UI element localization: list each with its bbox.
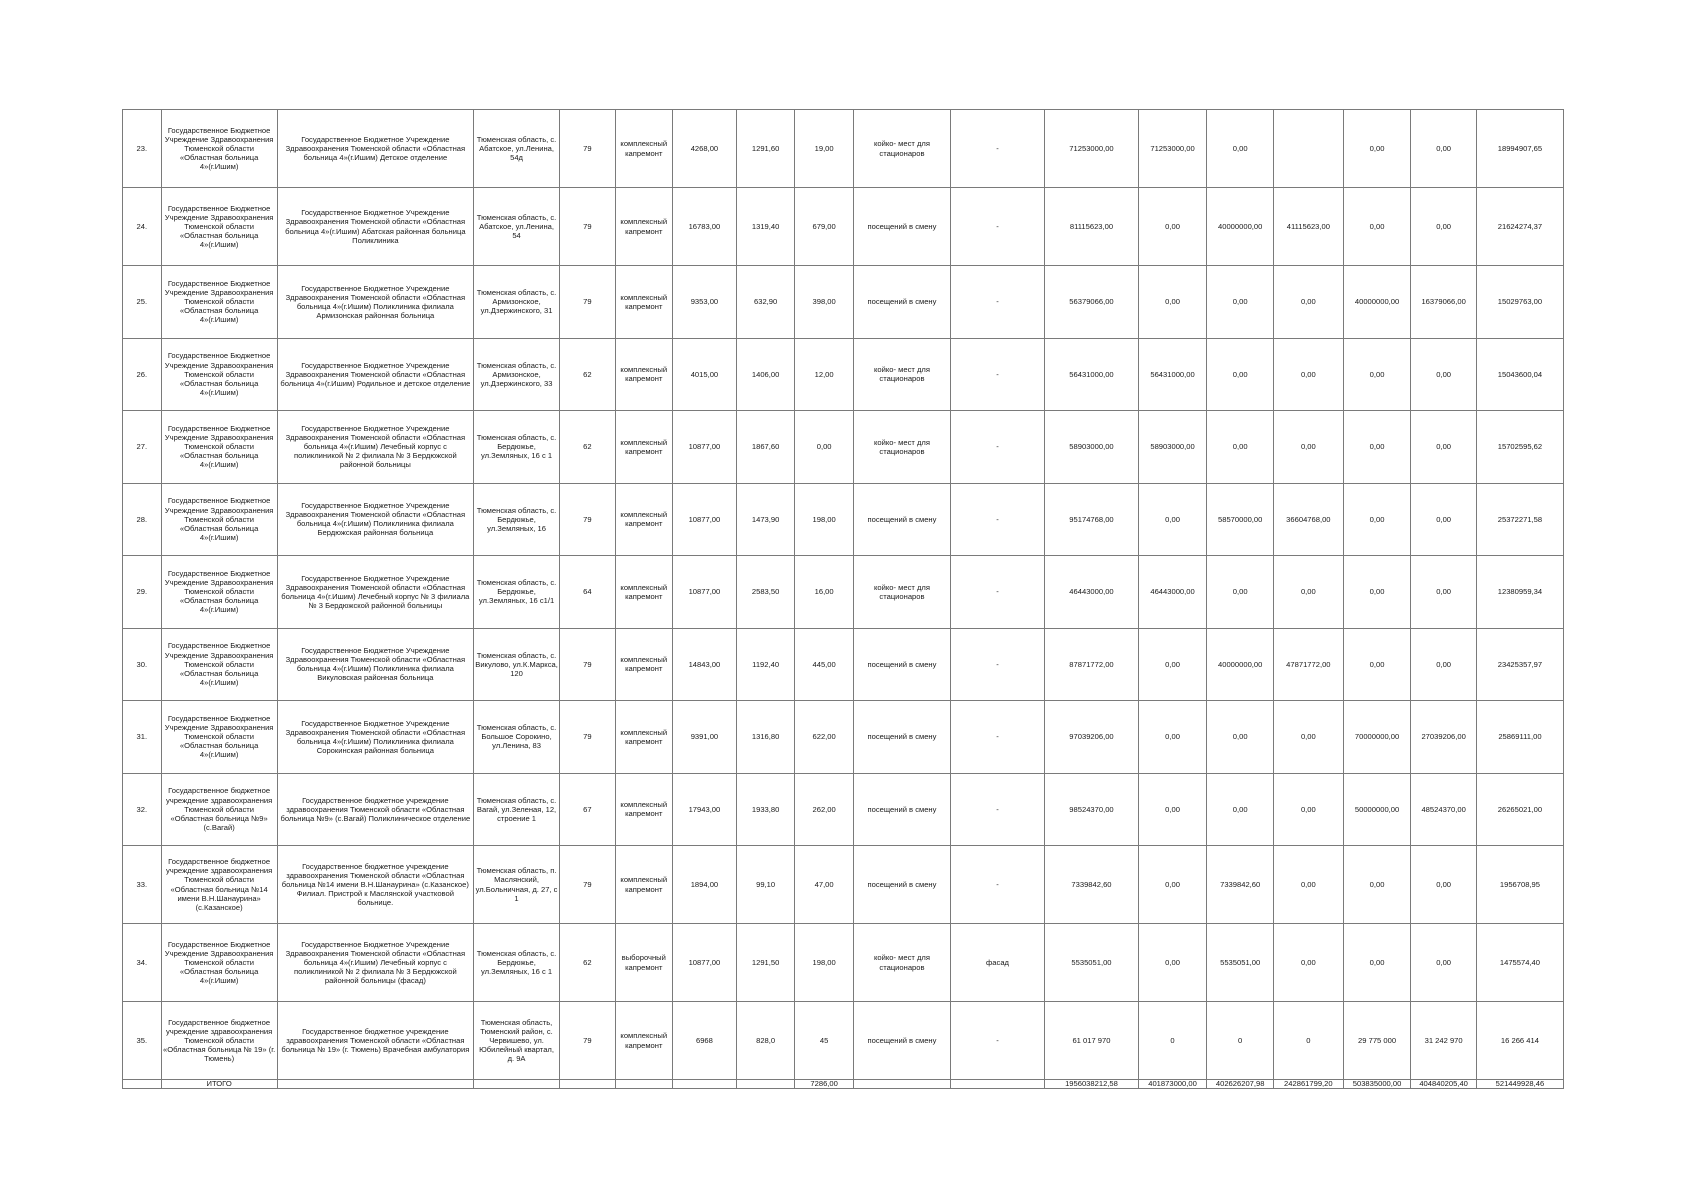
cost-per-unit-cell: 1956708,95 [1476,846,1563,924]
capacity-unit-cell: посещений в смену [854,846,951,924]
capacity-value-cell: 262,00 [795,773,854,846]
cost-per-unit-cell: 16 266 414 [1476,1002,1563,1080]
totals-cost-year-2: 402626207,98 [1207,1080,1274,1089]
repair-area-cell: 1933,80 [737,773,795,846]
institution-name-cell: Государственное Бюджетное Учреждение Здравоохранения Тюменской области «Областная больница 4»(г.Ишим) [161,483,277,556]
cost-year-4-cell: 0,00 [1343,411,1411,484]
wear-percent-cell: 79 [559,483,615,556]
repair-area-cell: 1473,90 [737,483,795,556]
cost-year-4-cell: 40000000,00 [1343,266,1411,339]
object-name-cell: Государственное Бюджетное Учреждение Здравоохранения Тюменской области «Областная больница 4»(г.Ишим) Лечебный корпус № 3 филиала № 3 Бердюжской районной больницы [277,556,474,629]
institution-name-cell: Государственное Бюджетное Учреждение Здравоохранения Тюменской области «Областная больница 4»(г.Ишим) [161,628,277,701]
cost-year-1-cell: 71253000,00 [1138,110,1207,188]
totals-cost-year-5: 404840205,40 [1411,1080,1477,1089]
repair-element-cell: - [950,266,1044,339]
cost-year-5-cell: 0,00 [1411,924,1477,1002]
cost-year-2-cell: 0,00 [1207,701,1274,774]
work-type-cell: комплексный капремонт [615,411,672,484]
cost-year-3-cell: 41115623,00 [1273,188,1343,266]
total-area-cell: 10877,00 [672,411,736,484]
wear-percent-cell: 64 [559,556,615,629]
work-type-cell: комплексный капремонт [615,1002,672,1080]
table-row [123,846,1564,924]
table-row [123,924,1564,1002]
cost-per-unit-cell: 23425357,97 [1476,628,1563,701]
row-number-cell: 29. [123,556,162,629]
cost-year-4-cell: 0,00 [1343,338,1411,411]
object-address-cell: Тюменская область, с. Абатское, ул.Ленина, 54д [474,110,560,188]
repair-element-cell: - [950,1002,1044,1080]
cost-per-unit-cell: 21624274,37 [1476,188,1563,266]
object-name-cell: Государственное Бюджетное Учреждение Здравоохранения Тюменской области «Областная больница 4»(г.Ишим) Поликлиника филиала Сорокинская районная больница [277,701,474,774]
wear-percent-cell: 79 [559,846,615,924]
cost-year-2-cell: 40000000,00 [1207,188,1274,266]
repair-area-cell: 2583,50 [737,556,795,629]
row-number-cell: 24. [123,188,162,266]
table-row [123,773,1564,846]
work-type-cell: комплексный капремонт [615,773,672,846]
cost-year-2-cell: 0,00 [1207,556,1274,629]
object-name-cell: Государственное Бюджетное Учреждение Здравоохранения Тюменской области «Областная больница 4»(г.Ишим) Детское отделение [277,110,474,188]
capacity-value-cell: 679,00 [795,188,854,266]
object-address-cell: Тюменская область, с. Викулово, ул.К.Маркса, 120 [474,628,560,701]
capacity-unit-cell: посещений в смену [854,628,951,701]
row-number-cell: 31. [123,701,162,774]
totals-empty-cell [737,1080,795,1089]
capacity-unit-cell: посещений в смену [854,266,951,339]
work-type-cell: выборочный капремонт [615,924,672,1002]
total-cost-cell: 7339842,60 [1045,846,1138,924]
total-area-cell: 4015,00 [672,338,736,411]
object-address-cell: Тюменская область, с. Армизонское, ул.Дзержинского, 33 [474,338,560,411]
cost-year-3-cell: 36604768,00 [1273,483,1343,556]
capacity-unit-cell: койко- мест для стационаров [854,411,951,484]
cost-per-unit-cell: 25372271,58 [1476,483,1563,556]
cost-year-1-cell: 56431000,00 [1138,338,1207,411]
capacity-value-cell: 445,00 [795,628,854,701]
wear-percent-cell: 62 [559,924,615,1002]
repair-area-cell: 1291,50 [737,924,795,1002]
cost-year-5-cell: 0,00 [1411,628,1477,701]
table-row [123,1002,1564,1080]
totals-cost-year-3: 242861799,20 [1273,1080,1343,1089]
repair-area-cell: 1319,40 [737,188,795,266]
row-number-cell: 27. [123,411,162,484]
totals-empty-cell [615,1080,672,1089]
object-address-cell: Тюменская область, с. Большое Сорокино, ул.Ленина, 83 [474,701,560,774]
repair-element-cell: - [950,188,1044,266]
institution-name-cell: Государственное Бюджетное Учреждение Здравоохранения Тюменской области «Областная больница 4»(г.Ишим) [161,110,277,188]
wear-percent-cell: 79 [559,701,615,774]
cost-per-unit-cell: 26265021,00 [1476,773,1563,846]
row-number-cell: 26. [123,338,162,411]
object-name-cell: Государственное Бюджетное Учреждение Здравоохранения Тюменской области «Областная больница 4»(г.Ишим) Поликлиника филиала Бердюжская районная больница [277,483,474,556]
cost-year-1-cell: 0,00 [1138,628,1207,701]
cost-year-1-cell: 0,00 [1138,701,1207,774]
work-type-cell: комплексный капремонт [615,701,672,774]
cost-year-5-cell: 0,00 [1411,483,1477,556]
institution-name-cell: Государственное Бюджетное Учреждение Здравоохранения Тюменской области «Областная больница 4»(г.Ишим) [161,188,277,266]
wear-percent-cell: 79 [559,110,615,188]
row-number-cell: 28. [123,483,162,556]
repair-program-table [122,109,1564,1089]
cost-year-4-cell: 0,00 [1343,924,1411,1002]
institution-name-cell: Государственное бюджетное учреждение здравоохранения Тюменской области «Областная больница № 19» (г. Тюмень) [161,1002,277,1080]
cost-year-4-cell: 0,00 [1343,483,1411,556]
wear-percent-cell: 79 [559,1002,615,1080]
cost-year-2-cell: 0,00 [1207,338,1274,411]
total-cost-cell: 98524370,00 [1045,773,1138,846]
table-row [123,266,1564,339]
totals-capacity: 7286,00 [795,1080,854,1089]
cost-year-1-cell: 46443000,00 [1138,556,1207,629]
cost-year-5-cell: 27039206,00 [1411,701,1477,774]
cost-per-unit-cell: 25869111,00 [1476,701,1563,774]
cost-year-2-cell: 40000000,00 [1207,628,1274,701]
table-row [123,628,1564,701]
cost-year-2-cell: 0,00 [1207,110,1274,188]
object-name-cell: Государственное бюджетное учреждение здравоохранения Тюменской области «Областная больница № 19» (г. Тюмень) Врачебная амбулатория [277,1002,474,1080]
row-number-cell: 34. [123,924,162,1002]
table-row [123,110,1564,188]
cost-year-4-cell: 0,00 [1343,556,1411,629]
total-cost-cell: 56431000,00 [1045,338,1138,411]
repair-area-cell: 99,10 [737,846,795,924]
object-address-cell: Тюменская область, с. Бердюжье, ул.Земляных, 16 с 1 [474,411,560,484]
table-row [123,556,1564,629]
cost-year-1-cell: 0,00 [1138,924,1207,1002]
totals-row [123,1080,1564,1089]
total-cost-cell: 61 017 970 [1045,1002,1138,1080]
cost-year-5-cell: 0,00 [1411,338,1477,411]
total-cost-cell: 71253000,00 [1045,110,1138,188]
capacity-unit-cell: посещений в смену [854,773,951,846]
repair-area-cell: 1406,00 [737,338,795,411]
totals-total-cost: 1956038212,58 [1045,1080,1138,1089]
capacity-value-cell: 398,00 [795,266,854,339]
total-area-cell: 9391,00 [672,701,736,774]
total-area-cell: 4268,00 [672,110,736,188]
cost-year-1-cell: 58903000,00 [1138,411,1207,484]
cost-year-2-cell: 5535051,00 [1207,924,1274,1002]
capacity-unit-cell: койко- мест для стационаров [854,556,951,629]
cost-year-5-cell: 31 242 970 [1411,1002,1477,1080]
cost-year-5-cell: 48524370,00 [1411,773,1477,846]
totals-empty-cell [854,1080,951,1089]
object-name-cell: Государственное Бюджетное Учреждение Здравоохранения Тюменской области «Областная больница 4»(г.Ишим) Поликлиника филиала Викуловская районная больница [277,628,474,701]
work-type-cell: комплексный капремонт [615,483,672,556]
repair-element-cell: - [950,628,1044,701]
repair-element-cell: - [950,110,1044,188]
repair-area-cell: 1291,60 [737,110,795,188]
cost-year-3-cell: 47871772,00 [1273,628,1343,701]
cost-year-4-cell: 0,00 [1343,628,1411,701]
cost-year-3-cell: 0,00 [1273,846,1343,924]
institution-name-cell: Государственное Бюджетное Учреждение Здравоохранения Тюменской области «Областная больница 4»(г.Ишим) [161,701,277,774]
cost-year-4-cell: 0,00 [1343,188,1411,266]
institution-name-cell: Государственное Бюджетное Учреждение Здравоохранения Тюменской области «Областная больница 4»(г.Ишим) [161,556,277,629]
repair-area-cell: 1316,80 [737,701,795,774]
institution-name-cell: Государственное бюджетное учреждение здравоохранения Тюменской области «Областная больница №9» (с.Вагай) [161,773,277,846]
repair-element-cell: - [950,773,1044,846]
cost-year-1-cell: 0,00 [1138,266,1207,339]
total-area-cell: 9353,00 [672,266,736,339]
work-type-cell: комплексный капремонт [615,110,672,188]
object-name-cell: Государственное Бюджетное Учреждение Здравоохранения Тюменской области «Областная больница 4»(г.Ишим) Абатская районная больница Поликлиника [277,188,474,266]
cost-year-4-cell: 70000000,00 [1343,701,1411,774]
cost-year-2-cell: 0,00 [1207,773,1274,846]
institution-name-cell: Государственное Бюджетное Учреждение Здравоохранения Тюменской области «Областная больница 4»(г.Ишим) [161,924,277,1002]
total-area-cell: 17943,00 [672,773,736,846]
totals-empty-cell [123,1080,162,1089]
work-type-cell: комплексный капремонт [615,266,672,339]
cost-year-1-cell: 0,00 [1138,483,1207,556]
object-address-cell: Тюменская область, с. Абатское, ул.Ленина, 54 [474,188,560,266]
cost-year-3-cell: 0,00 [1273,773,1343,846]
cost-year-1-cell: 0 [1138,1002,1207,1080]
cost-year-2-cell: 0 [1207,1002,1274,1080]
cost-year-5-cell: 0,00 [1411,188,1477,266]
cost-year-4-cell: 0,00 [1343,846,1411,924]
repair-area-cell: 828,0 [737,1002,795,1080]
total-cost-cell: 46443000,00 [1045,556,1138,629]
row-number-cell: 32. [123,773,162,846]
capacity-value-cell: 19,00 [795,110,854,188]
total-area-cell: 1894,00 [672,846,736,924]
object-name-cell: Государственное Бюджетное Учреждение Здравоохранения Тюменской области «Областная больница 4»(г.Ишим) Лечебный корпус с поликлиникой № 2 филиала № 3 Бердюжской районной больницы [277,411,474,484]
total-cost-cell: 97039206,00 [1045,701,1138,774]
wear-percent-cell: 79 [559,188,615,266]
object-name-cell: Государственное Бюджетное Учреждение Здравоохранения Тюменской области «Областная больница 4»(г.Ишим) Поликлиника филиала Армизонская районная больница [277,266,474,339]
object-address-cell: Тюменская область, с. Бердюжье, ул.Земляных, 16 с 1 [474,924,560,1002]
cost-year-5-cell: 0,00 [1411,846,1477,924]
work-type-cell: комплексный капремонт [615,188,672,266]
total-area-cell: 10877,00 [672,483,736,556]
institution-name-cell: Государственное Бюджетное Учреждение Здравоохранения Тюменской области «Областная больница 4»(г.Ишим) [161,338,277,411]
table-row [123,188,1564,266]
cost-per-unit-cell: 1475574,40 [1476,924,1563,1002]
cost-year-3-cell: 0,00 [1273,556,1343,629]
capacity-value-cell: 622,00 [795,701,854,774]
cost-year-3-cell: 0 [1273,1002,1343,1080]
total-cost-cell: 95174768,00 [1045,483,1138,556]
capacity-value-cell: 12,00 [795,338,854,411]
row-number-cell: 33. [123,846,162,924]
cost-year-5-cell: 16379066,00 [1411,266,1477,339]
repair-area-cell: 1867,60 [737,411,795,484]
cost-per-unit-cell: 15702595,62 [1476,411,1563,484]
wear-percent-cell: 62 [559,411,615,484]
totals-empty-cell [672,1080,736,1089]
cost-year-3-cell: 0,00 [1273,411,1343,484]
repair-element-cell: - [950,338,1044,411]
capacity-unit-cell: койко- мест для стационаров [854,924,951,1002]
capacity-value-cell: 45 [795,1002,854,1080]
cost-year-1-cell: 0,00 [1138,188,1207,266]
row-number-cell: 25. [123,266,162,339]
table-row [123,411,1564,484]
cost-year-5-cell: 0,00 [1411,110,1477,188]
totals-label: ИТОГО [161,1080,277,1089]
totals-cost-per-unit: 521449928,46 [1476,1080,1563,1089]
capacity-value-cell: 198,00 [795,924,854,1002]
document-sheet [122,109,1564,1089]
cost-year-5-cell: 0,00 [1411,556,1477,629]
object-name-cell: Государственное Бюджетное Учреждение Здравоохранения Тюменской области «Областная больница 4»(г.Ишим) Лечебный корпус с поликлиникой № 2 филиала № 3 Бердюжской районной больницы (фасад) [277,924,474,1002]
object-name-cell: Государственное Бюджетное Учреждение Здравоохранения Тюменской области «Областная больница 4»(г.Ишим) Родильное и детское отделение [277,338,474,411]
object-name-cell: Государственное бюджетное учреждение здравоохранения Тюменской области «Областная больница №9» (с.Вагай) Поликлиническое отделение [277,773,474,846]
cost-year-3-cell [1273,110,1343,188]
cost-year-4-cell: 50000000,00 [1343,773,1411,846]
total-area-cell: 16783,00 [672,188,736,266]
object-address-cell: Тюменская область, с. Бердюжье, ул.Земляных, 16 с1/1 [474,556,560,629]
wear-percent-cell: 67 [559,773,615,846]
capacity-value-cell: 47,00 [795,846,854,924]
capacity-value-cell: 16,00 [795,556,854,629]
institution-name-cell: Государственное Бюджетное Учреждение Здравоохранения Тюменской области «Областная больница 4»(г.Ишим) [161,266,277,339]
totals-cost-year-4: 503835000,00 [1343,1080,1411,1089]
table-row [123,483,1564,556]
total-cost-cell: 81115623,00 [1045,188,1138,266]
total-cost-cell: 5535051,00 [1045,924,1138,1002]
repair-element-cell: - [950,556,1044,629]
cost-year-2-cell: 7339842,60 [1207,846,1274,924]
wear-percent-cell: 62 [559,338,615,411]
object-address-cell: Тюменская область, Тюменский район, с. Червишево, ул. Юбилейный квартал, д. 9А [474,1002,560,1080]
work-type-cell: комплексный капремонт [615,628,672,701]
capacity-unit-cell: койко- мест для стационаров [854,338,951,411]
institution-name-cell: Государственное Бюджетное Учреждение Здравоохранения Тюменской области «Областная больница 4»(г.Ишим) [161,411,277,484]
cost-year-4-cell: 0,00 [1343,110,1411,188]
object-address-cell: Тюменская область, с. Армизонское, ул.Дзержинского, 31 [474,266,560,339]
object-name-cell: Государственное бюджетное учреждение здравоохранения Тюменской области «Областная больница №14 имени В.Н.Шанаурина» (с.Казанское) Филиал. Пристрой к Маслянской участковой больнице. [277,846,474,924]
totals-empty-cell [559,1080,615,1089]
row-number-cell: 30. [123,628,162,701]
cost-year-5-cell: 0,00 [1411,411,1477,484]
cost-year-2-cell: 58570000,00 [1207,483,1274,556]
capacity-unit-cell: посещений в смену [854,483,951,556]
repair-element-cell: фасад [950,924,1044,1002]
row-number-cell: 35. [123,1002,162,1080]
cost-year-2-cell: 0,00 [1207,411,1274,484]
capacity-value-cell: 198,00 [795,483,854,556]
cost-per-unit-cell: 15043600,04 [1476,338,1563,411]
cost-per-unit-cell: 18994907,65 [1476,110,1563,188]
capacity-unit-cell: посещений в смену [854,1002,951,1080]
total-cost-cell: 58903000,00 [1045,411,1138,484]
work-type-cell: комплексный капремонт [615,556,672,629]
repair-area-cell: 632,90 [737,266,795,339]
work-type-cell: комплексный капремонт [615,846,672,924]
table-row [123,338,1564,411]
total-cost-cell: 56379066,00 [1045,266,1138,339]
object-address-cell: Тюменская область, с. Вагай, ул.Зеленая, 12, строение 1 [474,773,560,846]
repair-element-cell: - [950,846,1044,924]
total-area-cell: 10877,00 [672,556,736,629]
cost-year-2-cell: 0,00 [1207,266,1274,339]
object-address-cell: Тюменская область, п. Маслянский, ул.Больничная, д. 27, с 1 [474,846,560,924]
total-area-cell: 6968 [672,1002,736,1080]
work-type-cell: комплексный капремонт [615,338,672,411]
capacity-unit-cell: посещений в смену [854,701,951,774]
capacity-value-cell: 0,00 [795,411,854,484]
totals-empty-cell [277,1080,474,1089]
repair-element-cell: - [950,701,1044,774]
cost-year-1-cell: 0,00 [1138,846,1207,924]
table-body [123,110,1564,1089]
totals-empty-cell [950,1080,1044,1089]
cost-year-1-cell: 0,00 [1138,773,1207,846]
capacity-unit-cell: посещений в смену [854,188,951,266]
repair-element-cell: - [950,483,1044,556]
cost-year-3-cell: 0,00 [1273,924,1343,1002]
total-area-cell: 10877,00 [672,924,736,1002]
cost-per-unit-cell: 12380959,34 [1476,556,1563,629]
total-area-cell: 14843,00 [672,628,736,701]
cost-year-3-cell: 0,00 [1273,701,1343,774]
wear-percent-cell: 79 [559,266,615,339]
cost-year-4-cell: 29 775 000 [1343,1002,1411,1080]
cost-year-3-cell: 0,00 [1273,338,1343,411]
total-cost-cell: 87871772,00 [1045,628,1138,701]
object-address-cell: Тюменская область, с. Бердюжье, ул.Земляных, 16 [474,483,560,556]
wear-percent-cell: 79 [559,628,615,701]
repair-element-cell: - [950,411,1044,484]
institution-name-cell: Государственное бюджетное учреждение здравоохранения Тюменской области «Областная больница №14 имени В.Н.Шанаурина» (с.Казанское) [161,846,277,924]
capacity-unit-cell: койко- мест для стационаров [854,110,951,188]
totals-cost-year-1: 401873000,00 [1138,1080,1207,1089]
cost-year-3-cell: 0,00 [1273,266,1343,339]
row-number-cell: 23. [123,110,162,188]
table-row [123,701,1564,774]
totals-empty-cell [474,1080,560,1089]
cost-per-unit-cell: 15029763,00 [1476,266,1563,339]
repair-area-cell: 1192,40 [737,628,795,701]
